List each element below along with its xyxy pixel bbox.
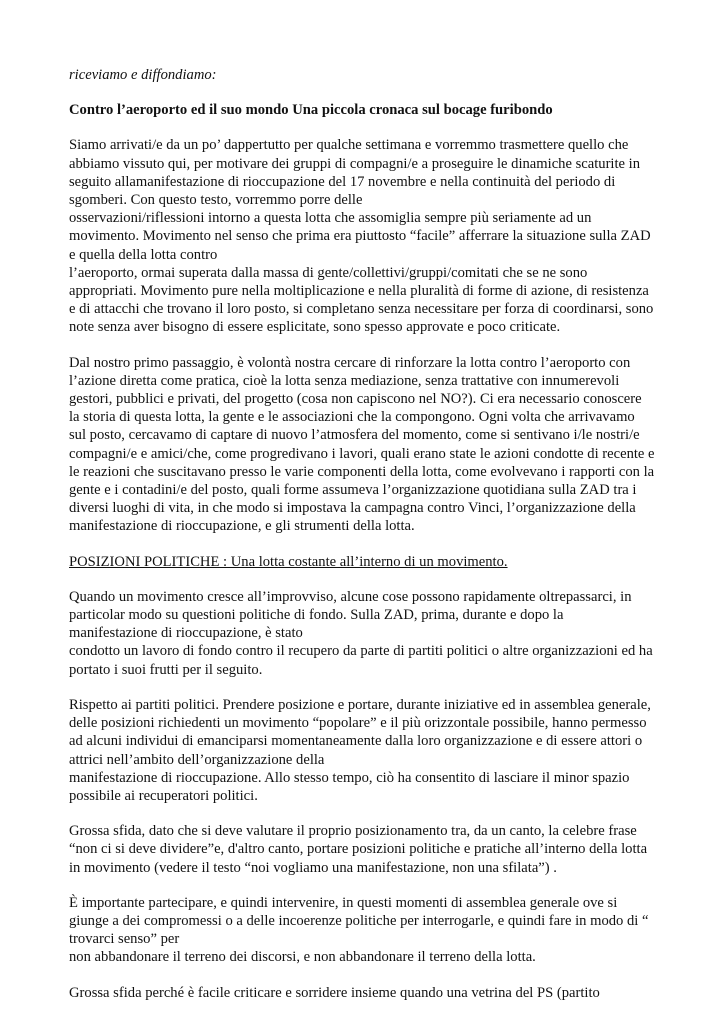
- document-title: Contro l’aeroporto ed il suo mondo Una piccola cronaca sul bocage furibondo: [69, 102, 553, 119]
- text-line: la storia di questa lotta, la gente e le associazioni che la compongono. Ogni volta che arrivavamo: [69, 409, 635, 426]
- section-paragraph-4: [69, 894, 664, 967]
- text-line: le reazioni che suscitavano presso le varie componenti della lotta, come evolvevano i rapporti con la: [69, 463, 655, 480]
- text-line: l’aeroporto, ormai superata dalla massa di gente/collettivi/gruppi/comitati che se ne sono: [69, 264, 588, 281]
- section-heading: POSIZIONI POLITICHE : Una lotta costante all’interno di un movimento.: [69, 553, 508, 570]
- text-line: Dal nostro primo passaggio, è volontà nostra cercare di rinforzare la lotta contro l’aeroporto con: [69, 354, 631, 371]
- paragraph-1: [69, 136, 664, 336]
- text-line: appropriati. Movimento pure nella moltiplicazione e nella pluralità di forme di azione, di resistenza: [69, 283, 649, 300]
- text-line: Grossa sfida perché è facile criticare e sorridere insieme quando una vetrina del PS (partito: [69, 984, 600, 1001]
- text-line: seguito allamanifestazione di rioccupazione del 17 novembre e nella continuità del periodo di: [69, 173, 616, 190]
- text-line: sul posto, cercavamo di captare di nuovo l’atmosfera del momento, come si sentivano i/le nostri/e: [69, 427, 640, 444]
- text-line: attrici nell’ambito dell’organizzazione della: [69, 751, 325, 768]
- text-line: note senza aver bisogno di essere esplicitate, sono spesso approvate e poco criticate.: [69, 319, 561, 336]
- text-line: delle posizioni richiedenti un movimento “popolare” e il più orizzontale possibile, hanno permesso: [69, 715, 647, 732]
- paragraph-2: [69, 354, 664, 536]
- text-line: sgomberi. Con questo testo, vorremmo porre delle: [69, 192, 363, 209]
- text-line: giunge a dei compromessi o a delle incoerenze politiche per interrogarle, e quindi fare in modo di “: [69, 912, 649, 929]
- text-line: manifestazione di rioccupazione. Allo stesso tempo, ciò ha consentito di lasciare il minor spazio: [69, 769, 630, 786]
- section-paragraph-2: [69, 696, 664, 805]
- text-line: particolar modo su questioni politiche di fondo. Sulla ZAD, prima, durante e dopo la: [69, 607, 564, 624]
- text-line: e di attacchi che trovano il loro posto, si completano senza necessitare per forza di coordinarsi, sono: [69, 301, 654, 318]
- text-line: trovarci senso” per: [69, 931, 180, 948]
- text-line: abbiamo vissuto qui, per motivare dei gruppi di compagni/e a proseguire le dinamiche scaturite in: [69, 155, 641, 172]
- text-line: ad alcuni individui di emanciparsi momentaneamente dalla loro organizzazione e di essere attori o: [69, 733, 643, 750]
- text-line: non abbandonare il terreno dei discorsi, e non abbandonare il terreno della lotta.: [69, 949, 536, 966]
- text-line: manifestazione di rioccupazione, è stato: [69, 625, 303, 642]
- text-line: gente e i contadini/e del posto, quali forme assumeva l’organizzazione quotidiana sulla ZAD tra i: [69, 482, 637, 499]
- text-line: gestori, pubblici e privati, del progetto (cosa non capiscono nel NO?). Ci era necessario conoscere: [69, 391, 642, 408]
- text-line: Grossa sfida, dato che si deve valutare il proprio posizionamento tra, da un canto, la celebre frase: [69, 823, 637, 840]
- text-line: “non ci si deve dividere”e, d'altro canto, portare posizioni politiche e pratiche all’interno della lotta: [69, 841, 648, 858]
- text-line: e quella della lotta contro: [69, 246, 218, 263]
- text-line: condotto un lavoro di fondo contro il recupero da parte di partiti politici o altre organizzazioni ed ha: [69, 643, 653, 660]
- text-line: portato i suoi frutti per il seguito.: [69, 661, 263, 678]
- text-line: diversi luoghi di vita, in che modo si impostava la campagna contro Vinci, l’organizzazione della: [69, 500, 636, 517]
- text-line: possibile ai recuperatori politici.: [69, 787, 258, 804]
- section-paragraph-5: [69, 984, 664, 1002]
- text-line: compagni/e e amici/che, come progredivano i lavori, quali erano state le azioni condotte di recente e: [69, 445, 655, 462]
- text-line: l’azione diretta come pratica, cioè la lotta senza mediazione, senza trattative con innumerevoli: [69, 372, 620, 389]
- section-paragraph-1: [69, 588, 664, 679]
- text-line: Quando un movimento cresce all’improvviso, alcune cose possono rapidamente oltrepassarci, in: [69, 588, 632, 605]
- text-line: È importante partecipare, e quindi intervenire, in questi momenti di assemblea generale ove si: [69, 894, 618, 911]
- text-line: movimento. Movimento nel senso che prima era piuttosto “facile” afferrare la situazione sulla ZAD: [69, 228, 651, 245]
- text-line: Rispetto ai partiti politici. Prendere posizione e portare, durante iniziative ed in assemblea generale,: [69, 696, 651, 713]
- text-line: osservazioni/riflessioni intorno a questa lotta che assomiglia sempre più seriamente ad un: [69, 210, 592, 227]
- intro-line: riceviamo e diffondiamo:: [69, 67, 217, 83]
- section-paragraph-3: [69, 822, 664, 877]
- text-line: manifestazione di rioccupazione, e gli strumenti della lotta.: [69, 518, 415, 535]
- text-line: in movimento (vedere il testo “noi vogliamo una manifestazione, non una sfilata”) .: [69, 859, 557, 876]
- text-line: Siamo arrivati/e da un po’ dappertutto per qualche settimana e vorremmo trasmettere quello che: [69, 137, 629, 154]
